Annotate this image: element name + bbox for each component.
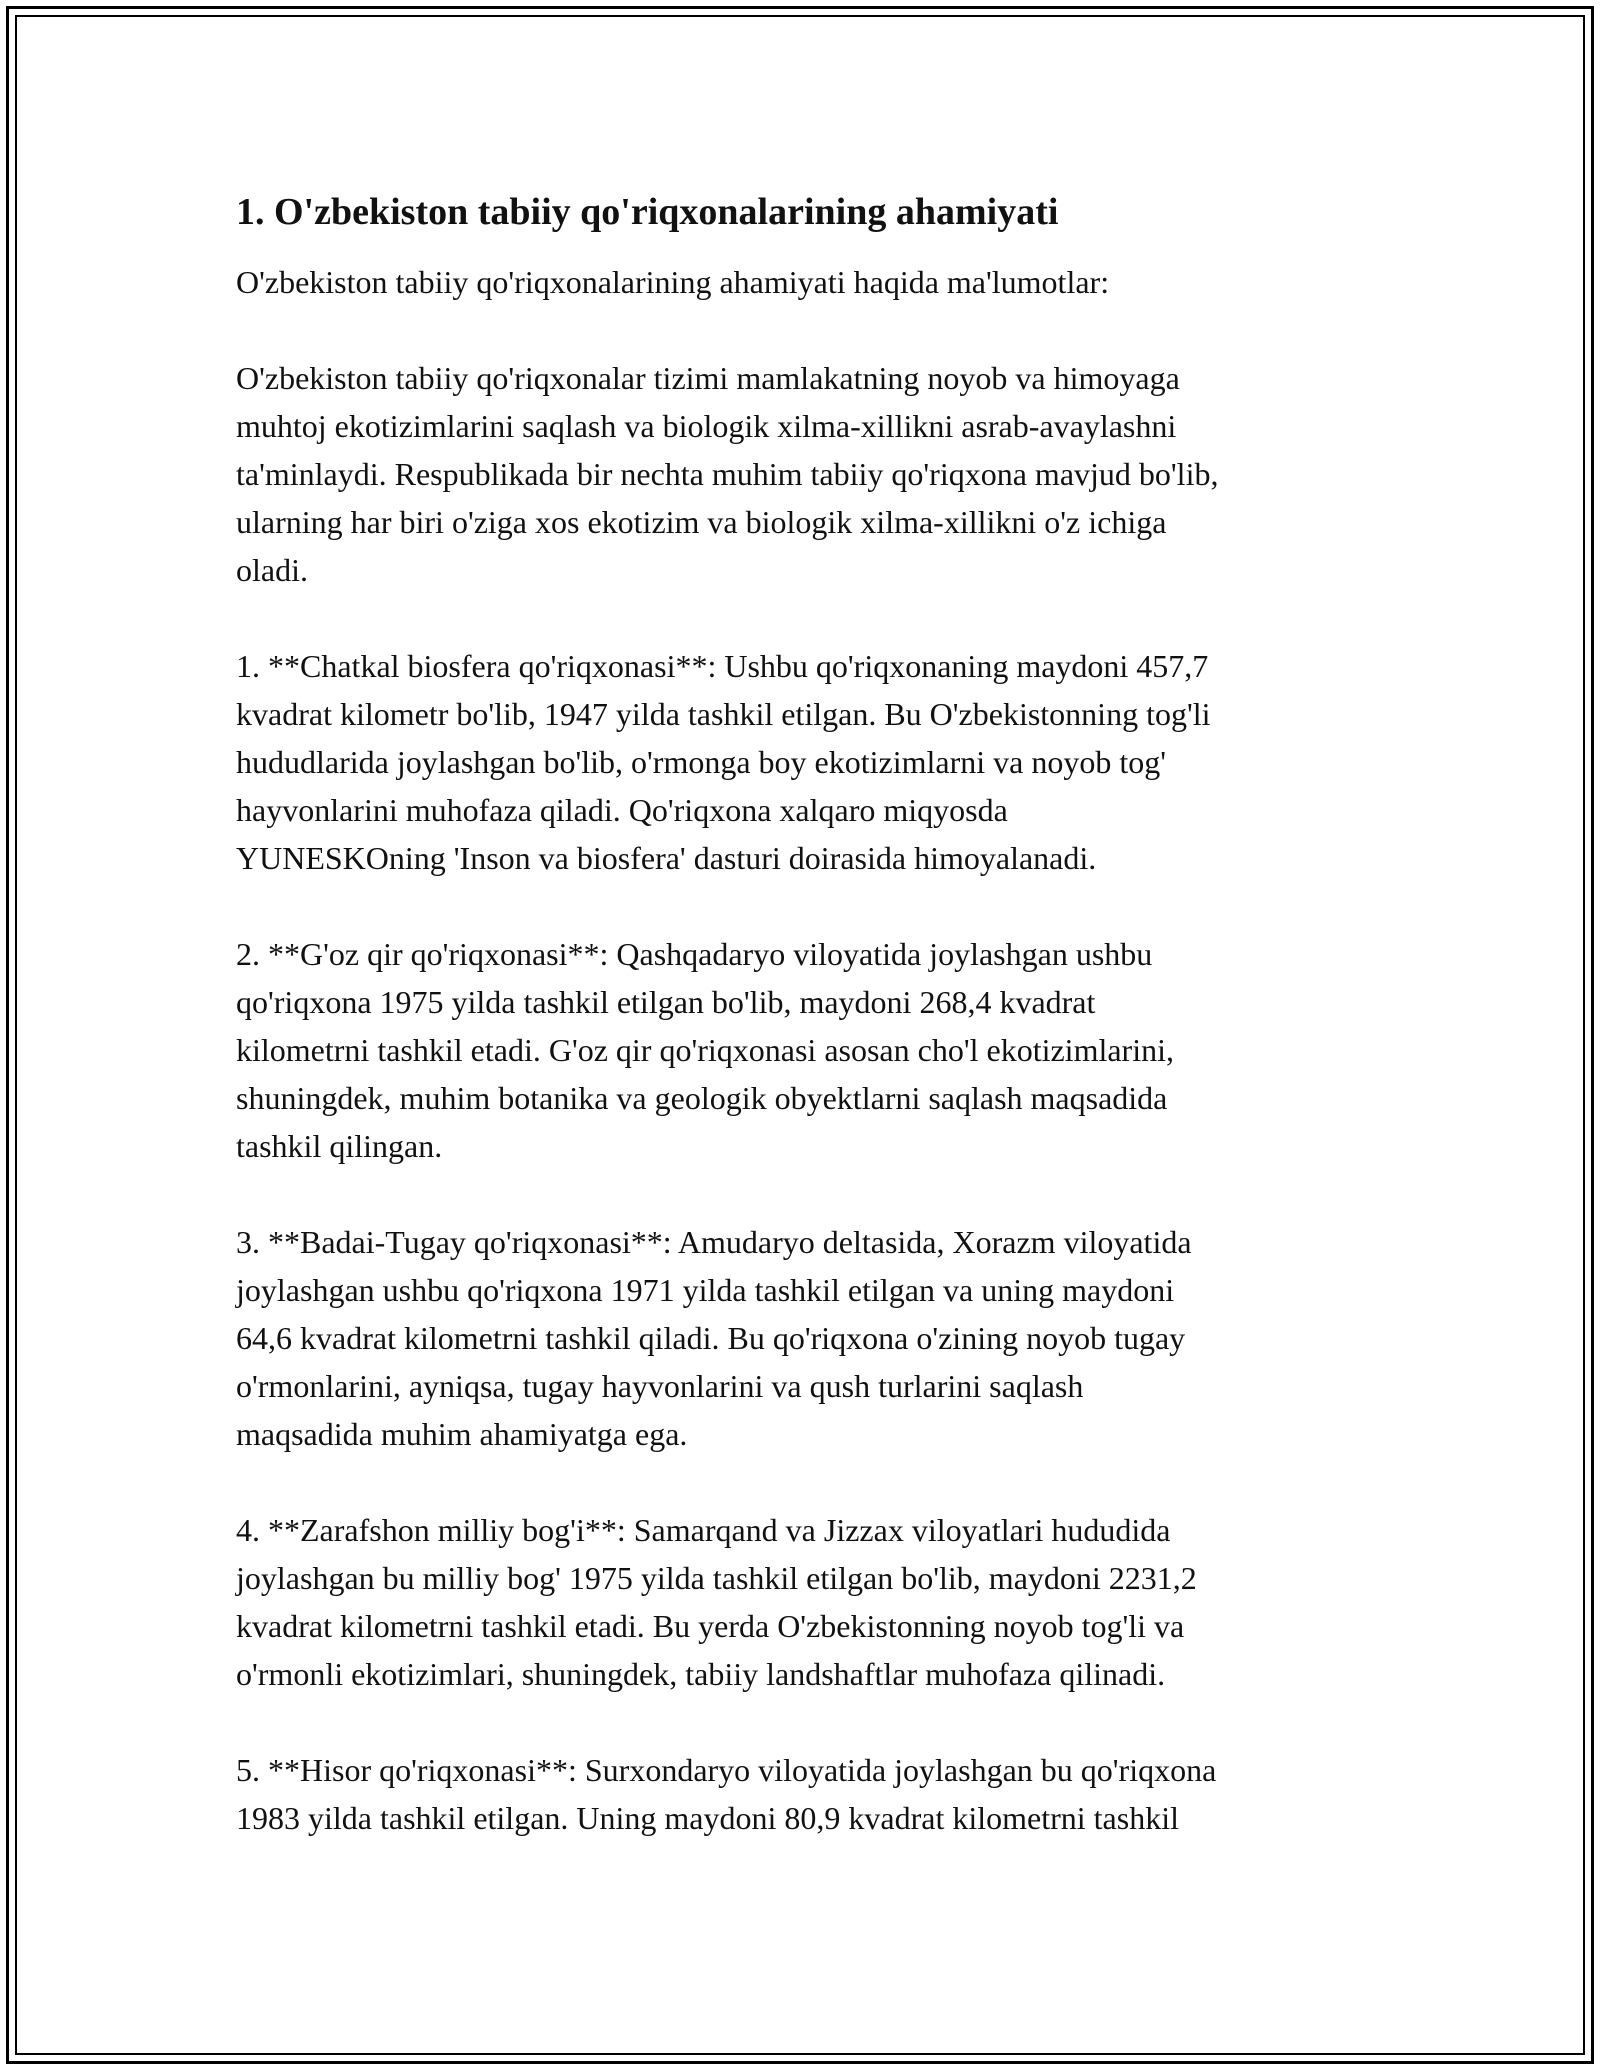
chatkal-paragraph: 1. **Chatkal biosfera qo'riqxonasi**: Ushbu qo'riqxonaning maydoni 457,7 kvadrat kilometr bo'lib, 1947 yilda tashkil etilgan. Bu O'zbekistonning tog'li hududlarida joylashgan bo'lib, o'rmonga boy ekotizimlarni va noyob tog' hayvonlarini muhofaza qiladi. Qo'riqxona xalqaro miqyosda YUNESKOning 'Inson va biosfera' dasturi doirasida himoyalanadi. [236,648,1211,876]
document-title: 1. O'zbekiston tabiiy qo'riqxonalarining ahamiyati [236,191,1059,233]
document-body [236,188,1376,1842]
hisor-paragraph: 5. **Hisor qo'riqxonasi**: Surxondaryo viloyatida joylashgan bu qo'riqxona 1983 yilda tashkil etilgan. Uning maydoni 80,9 kvadrat kilometrni tashkil [236,1752,1217,1836]
zarafshon-paragraph: 4. **Zarafshon milliy bog'i**: Samarqand va Jizzax viloyatlari hududida joylashgan bu milliy bog' 1975 yilda tashkil etilgan bo'lib, maydoni 2231,2 kvadrat kilometrni tashkil etadi. Bu yerda O'zbekistonning noyob tog'li va o'rmonli ekotizimlari, shuningdek, tabiiy landshaftlar muhofaza qilinadi. [236,1512,1197,1692]
overview-paragraph: O'zbekiston tabiiy qo'riqxonalar tizimi mamlakatning noyob va himoyaga muhtoj ekotizimlarini saqlash va biologik xilma-xillikni asrab-avaylashni ta'minlaydi. Respublikada bir nechta muhim tabiiy qo'riqxona mavjud bo'lib, ularning har biri o'ziga xos ekotizim va biologik xilma-xillikni o'z ichiga oladi. [236,360,1219,588]
gozqir-paragraph: 2. **G'oz qir qo'riqxonasi**: Qashqadaryo viloyatida joylashgan ushbu qo'riqxona 1975 yilda tashkil etilgan bo'lib, maydoni 268,4 kvadrat kilometrni tashkil etadi. G'oz qir qo'riqxonasi asosan cho'l ekotizimlarini, shuningdek, muhim botanika va geologik obyektlarni saqlash maqsadida tashkil qilingan. [236,936,1174,1164]
intro-paragraph: O'zbekiston tabiiy qo'riqxonalarining ahamiyati haqida ma'lumotlar: [236,264,1110,300]
badai-tugay-paragraph: 3. **Badai-Tugay qo'riqxonasi**: Amudaryo deltasida, Xorazm viloyatida joylashgan ushbu qo'riqxona 1971 yilda tashkil etilgan va uning maydoni 64,6 kvadrat kilometrni tashkil qiladi. Bu qo'riqxona o'zining noyob tugay o'rmonlarini, ayniqsa, tugay hayvonlarini va qush turlarini saqlash maqsadida muhim ahamiyatga ega. [236,1224,1192,1452]
